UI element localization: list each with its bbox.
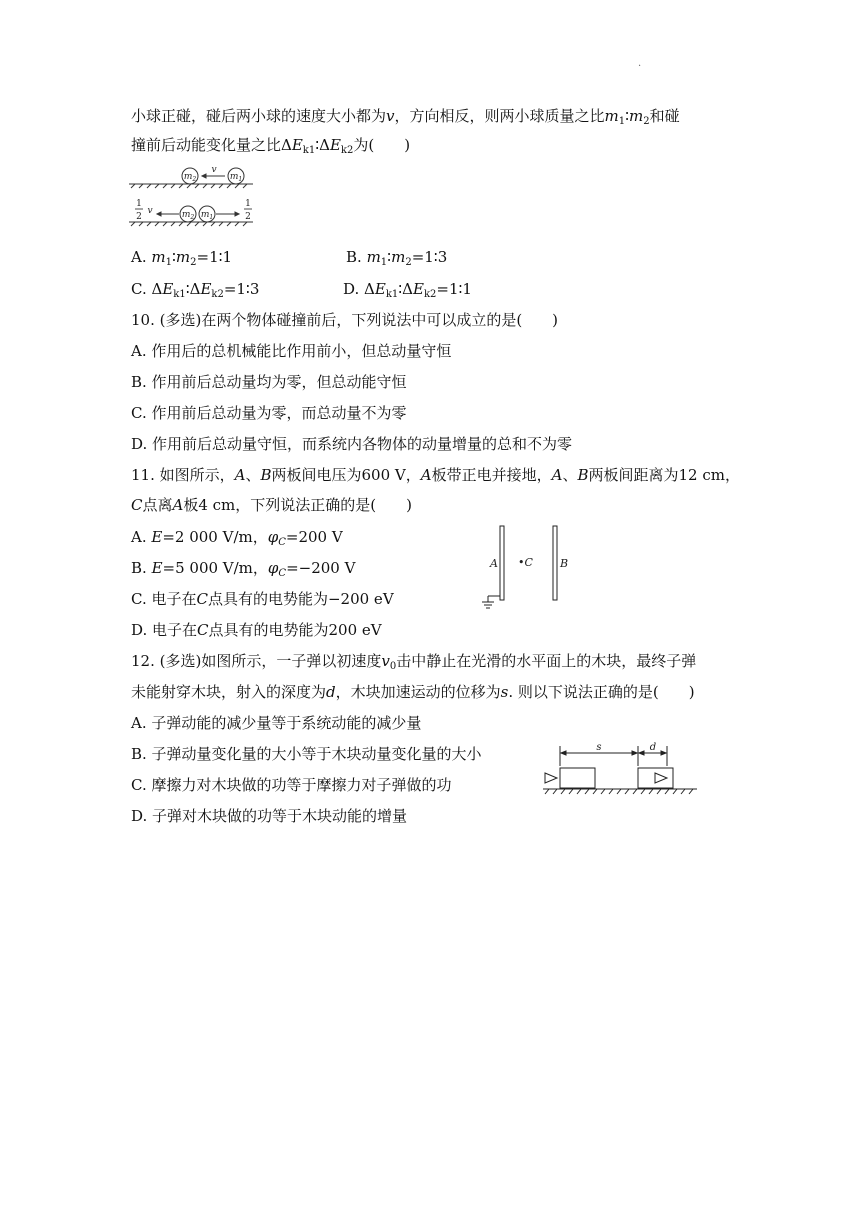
- q9-stem-line-2: 撞前后动能变化量之比$\Delta E_{k1}∶\Delta E_{k2}$为( ): [131, 136, 411, 156]
- plate-a: [500, 526, 504, 600]
- svg-text:1: 1: [136, 199, 142, 209]
- q9-option-c: C. $\Delta E_{k1}∶\Delta E_{k2}=1∶3$: [131, 280, 260, 300]
- svg-text:1: 1: [245, 199, 251, 209]
- label-s: s: [596, 742, 602, 753]
- label-a: A: [490, 557, 498, 570]
- q9-option-a: A. $m_1∶m_2=1∶1$: [131, 248, 233, 268]
- svg-text:m1: $m_1$: [200, 210, 214, 221]
- label-b: B: [560, 557, 569, 570]
- q12-stem-line-2: 未能射穿木块，射入的深度为d，木块加速运动的位移为s. 则以下说法正确的是( ): [131, 683, 695, 701]
- q12-option-c: C. 摩擦力对木块做的功等于摩擦力对子弹做的功: [131, 776, 452, 794]
- block-initial: [560, 768, 595, 788]
- q11-stem-line-1: 11. 如图所示，A、B两板间电压为600 V，A板带正电并接地，A、B两板间距离为12 cm，: [131, 466, 740, 484]
- q9-option-d: D. $\Delta E_{k1}∶\Delta E_{k2}=1∶1$: [343, 280, 472, 300]
- svg-text:2: 2: [136, 212, 142, 222]
- q12-bullet-block-figure: [541, 740, 699, 800]
- q12-option-d: D. 子弹对木块做的功等于木块动能的增量: [131, 807, 408, 825]
- q11-option-b: B. E=5 000 V/m，$\varphi_C=-200$ V: [131, 559, 356, 579]
- q10-option-b: B. 作用前后总动量均为零，但总动能守恒: [131, 373, 407, 391]
- label-c: •C: [518, 556, 533, 569]
- q11-stem-line-2: C点离A板4 cm，下列说法正确的是( ): [131, 496, 412, 514]
- svg-text:m2: $m_2$: [181, 210, 195, 221]
- q12-stem-line-1: 12. (多选)如图所示，一子弹以初速度$v_0$击中静止在光滑的水平面上的木块，最终子弹: [131, 652, 697, 672]
- q12-option-b: B. 子弹动量变化量的大小等于木块动量变化量的大小: [131, 745, 482, 763]
- q9-option-b: B. $m_1∶m_2=1∶3$: [346, 248, 448, 268]
- svg-text:v: v: [211, 165, 217, 175]
- q10-stem: 10. (多选)在两个物体碰撞前后，下列说法中可以成立的是( ): [131, 311, 559, 329]
- svg-text:m1: $m_1$: [229, 172, 243, 183]
- bullet-initial: [545, 773, 557, 783]
- q12-option-a: A. 子弹动能的减少量等于系统动能的减少量: [131, 714, 422, 732]
- svg-text:2: 2: [245, 212, 251, 222]
- svg-text:v: v: [147, 206, 153, 216]
- label-d: d: [649, 742, 657, 753]
- q10-option-c: C. 作用前后总动量为零，而总动量不为零: [131, 404, 407, 422]
- q10-option-d: D. 作用前后总动量守恒，而系统内各物体的动量增量的总和不为零: [131, 435, 573, 453]
- q9-collision-figure: [127, 162, 257, 234]
- q11-option-d: D. 电子在C点具有的电势能为200 eV: [131, 621, 382, 639]
- q11-capacitor-figure: [478, 524, 578, 610]
- plate-b: [553, 526, 557, 600]
- q11-option-c: C. 电子在C点具有的电势能为−200 eV: [131, 590, 394, 608]
- q11-option-a: A. E=2 000 V/m，$\varphi_C=200$ V: [131, 528, 343, 548]
- q9-stem-line-1: 小球正碰，碰后两小球的速度大小都为v，方向相反，则两小球质量之比$m_1∶m_2$和碰: [131, 107, 680, 127]
- svg-text:m2: $m_2$: [183, 172, 197, 183]
- q10-option-a: A. 作用后的总机械能比作用前小，但总动量守恒: [131, 342, 452, 360]
- page-mark: .: [638, 58, 642, 69]
